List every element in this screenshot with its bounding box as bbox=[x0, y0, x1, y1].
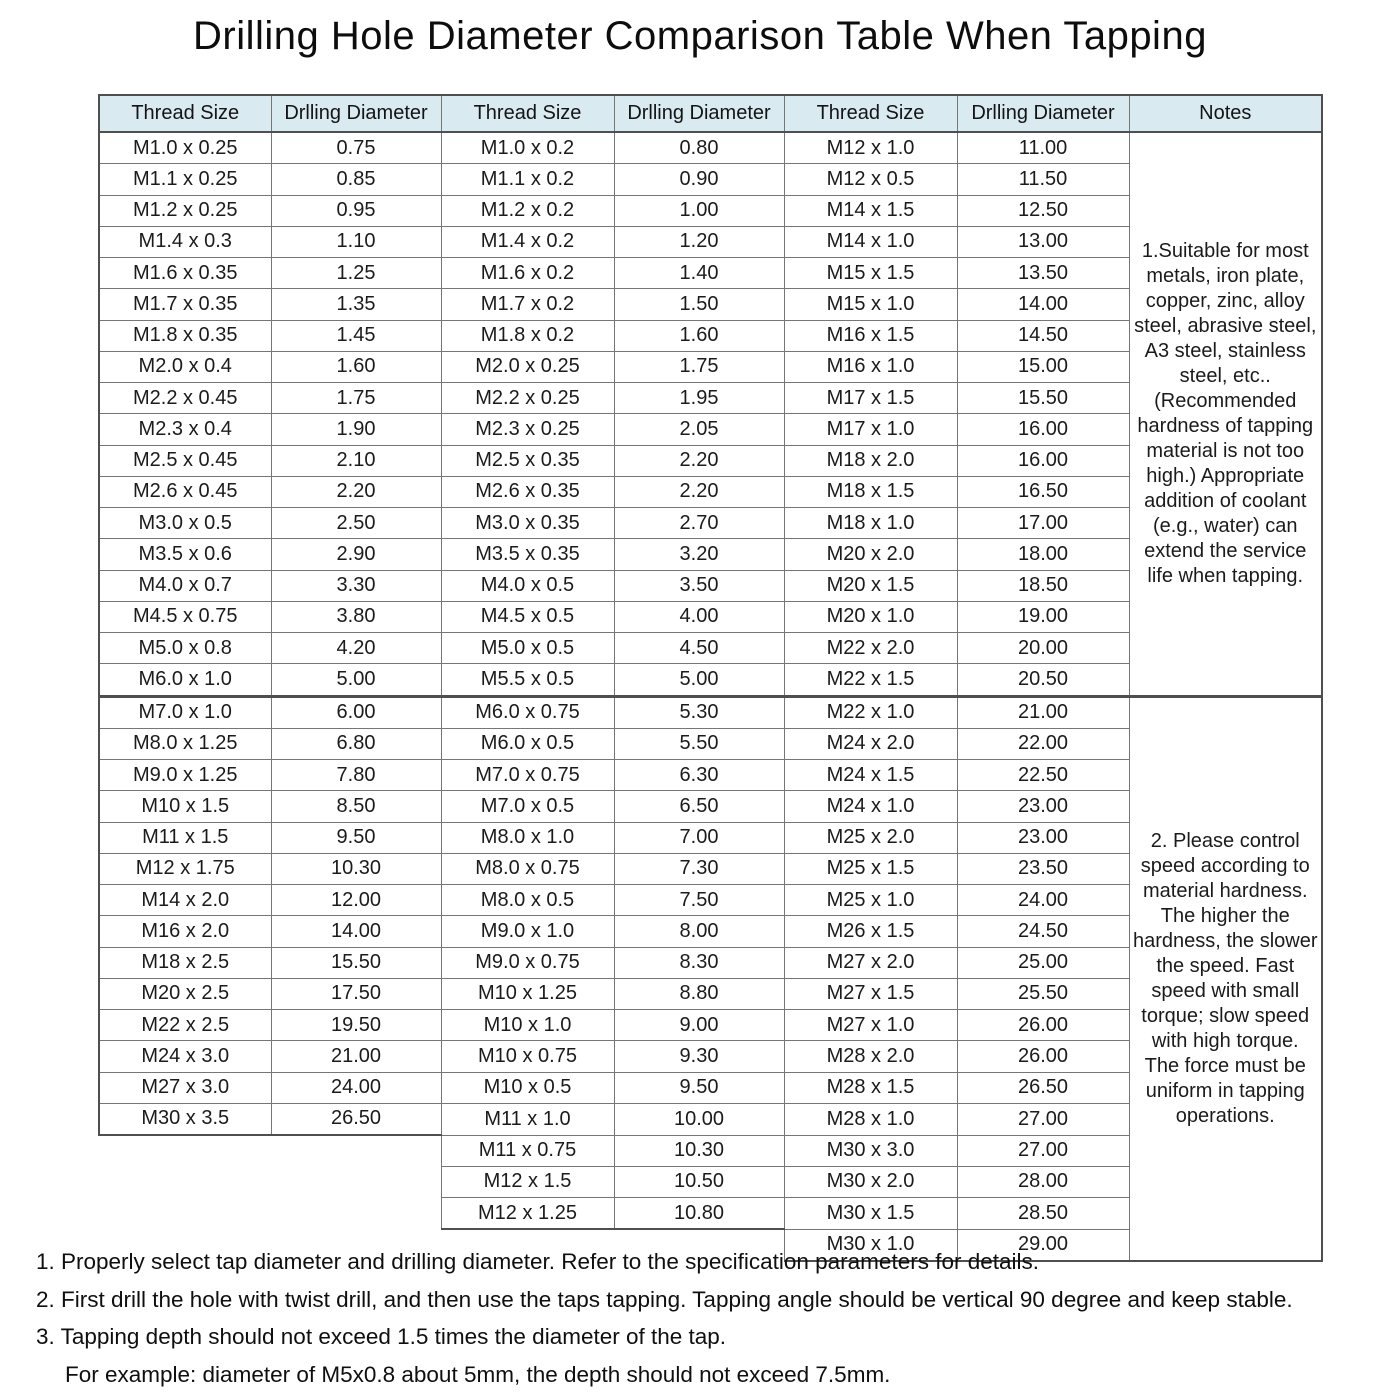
thread-size-cell: M5.5 x 0.5 bbox=[441, 664, 614, 696]
drill-diameter-cell: 10.30 bbox=[614, 1135, 784, 1166]
drill-diameter-cell: 23.00 bbox=[957, 791, 1129, 822]
header-notes: Notes bbox=[1129, 95, 1322, 132]
drill-diameter-cell: 3.30 bbox=[271, 570, 441, 601]
drill-diameter-cell: 6.30 bbox=[614, 760, 784, 791]
drill-diameter-cell: 1.40 bbox=[614, 258, 784, 289]
drill-diameter-cell: 17.50 bbox=[271, 978, 441, 1009]
thread-size-cell: M8.0 x 0.75 bbox=[441, 853, 614, 884]
drill-diameter-cell: 0.75 bbox=[271, 132, 441, 164]
header-thread-size-1: Thread Size bbox=[99, 95, 271, 132]
thread-size-cell: M1.2 x 0.25 bbox=[99, 195, 271, 226]
drill-diameter-cell: 1.20 bbox=[614, 226, 784, 257]
thread-size-cell: M1.0 x 0.2 bbox=[441, 132, 614, 164]
thread-size-cell: M9.0 x 0.75 bbox=[441, 947, 614, 978]
thread-size-cell: M10 x 1.25 bbox=[441, 978, 614, 1009]
thread-size-cell: M25 x 2.0 bbox=[784, 822, 957, 853]
drill-diameter-cell: 27.00 bbox=[957, 1103, 1129, 1135]
empty-region bbox=[99, 1198, 271, 1230]
drill-diameter-cell: 1.60 bbox=[614, 320, 784, 351]
thread-size-cell: M27 x 3.0 bbox=[99, 1072, 271, 1103]
thread-size-cell: M18 x 1.5 bbox=[784, 476, 957, 507]
page-title: Drilling Hole Diameter Comparison Table When Tapping bbox=[193, 14, 1207, 58]
drill-diameter-cell: 25.00 bbox=[957, 947, 1129, 978]
drill-diameter-cell: 9.50 bbox=[614, 1072, 784, 1103]
drill-diameter-cell: 22.00 bbox=[957, 728, 1129, 759]
drill-diameter-cell: 21.00 bbox=[957, 696, 1129, 728]
drill-diameter-cell: 28.50 bbox=[957, 1198, 1129, 1230]
header-thread-size-3: Thread Size bbox=[784, 95, 957, 132]
thread-size-cell: M12 x 1.0 bbox=[784, 132, 957, 164]
thread-size-cell: M6.0 x 0.75 bbox=[441, 696, 614, 728]
thread-size-cell: M18 x 2.0 bbox=[784, 445, 957, 476]
thread-size-cell: M1.4 x 0.2 bbox=[441, 226, 614, 257]
drill-diameter-cell: 8.80 bbox=[614, 978, 784, 1009]
drill-diameter-cell: 14.50 bbox=[957, 320, 1129, 351]
empty-region bbox=[271, 1166, 441, 1197]
drill-diameter-cell: 20.00 bbox=[957, 633, 1129, 664]
drill-diameter-cell: 3.50 bbox=[614, 570, 784, 601]
table-row bbox=[99, 696, 1322, 728]
drill-diameter-cell: 2.20 bbox=[614, 445, 784, 476]
drill-diameter-cell: 29.00 bbox=[957, 1229, 1129, 1261]
thread-size-cell: M8.0 x 1.0 bbox=[441, 822, 614, 853]
thread-size-cell: M9.0 x 1.25 bbox=[99, 760, 271, 791]
drill-diameter-cell: 1.75 bbox=[271, 383, 441, 414]
thread-size-cell: M6.0 x 1.0 bbox=[99, 664, 271, 696]
drill-diameter-cell: 7.80 bbox=[271, 760, 441, 791]
thread-size-cell: M4.5 x 0.5 bbox=[441, 601, 614, 632]
drill-diameter-cell: 1.50 bbox=[614, 289, 784, 320]
drill-diameter-cell: 26.50 bbox=[271, 1103, 441, 1135]
thread-size-cell: M1.6 x 0.2 bbox=[441, 258, 614, 289]
drill-diameter-cell: 0.85 bbox=[271, 164, 441, 195]
thread-size-cell: M22 x 2.5 bbox=[99, 1010, 271, 1041]
thread-size-cell: M30 x 1.5 bbox=[784, 1198, 957, 1230]
drill-diameter-cell: 20.50 bbox=[957, 664, 1129, 696]
drill-diameter-cell: 1.90 bbox=[271, 414, 441, 445]
drill-diameter-cell: 24.00 bbox=[271, 1072, 441, 1103]
drill-diameter-cell: 2.50 bbox=[271, 508, 441, 539]
thread-size-cell: M11 x 1.5 bbox=[99, 822, 271, 853]
thread-size-cell: M11 x 0.75 bbox=[441, 1135, 614, 1166]
thread-size-cell: M5.0 x 0.5 bbox=[441, 633, 614, 664]
thread-size-cell: M17 x 1.0 bbox=[784, 414, 957, 445]
thread-size-cell: M16 x 2.0 bbox=[99, 916, 271, 947]
notes-text-2: 2. Please control speed according to material hardness. The higher the hardness, the slower the speed. Fast speed with small torque; slow speed with high torque. The force must be uniform in tapping operations. bbox=[1129, 696, 1322, 1261]
drill-diameter-cell: 1.00 bbox=[614, 195, 784, 226]
drill-diameter-cell: 6.50 bbox=[614, 791, 784, 822]
footer-note-2: 2. First drill the hole with twist drill, and then use the taps tapping. Tapping angle should be vertical 90 degree and keep stable. bbox=[36, 1286, 1293, 1312]
drill-diameter-cell: 4.50 bbox=[614, 633, 784, 664]
drill-diameter-cell: 2.20 bbox=[271, 476, 441, 507]
thread-size-cell: M6.0 x 0.5 bbox=[441, 728, 614, 759]
thread-size-cell: M24 x 1.0 bbox=[784, 791, 957, 822]
drill-diameter-cell: 14.00 bbox=[271, 916, 441, 947]
drill-diameter-cell: 16.50 bbox=[957, 476, 1129, 507]
drill-diameter-cell: 1.60 bbox=[271, 351, 441, 382]
drill-diameter-cell: 15.00 bbox=[957, 351, 1129, 382]
drill-diameter-cell: 4.00 bbox=[614, 601, 784, 632]
drill-diameter-cell: 18.50 bbox=[957, 570, 1129, 601]
thread-size-cell: M16 x 1.5 bbox=[784, 320, 957, 351]
drill-diameter-cell: 18.00 bbox=[957, 539, 1129, 570]
thread-size-cell: M4.5 x 0.75 bbox=[99, 601, 271, 632]
thread-size-cell: M1.1 x 0.2 bbox=[441, 164, 614, 195]
drilling-table bbox=[98, 94, 1323, 1262]
drill-diameter-cell: 9.30 bbox=[614, 1041, 784, 1072]
drill-diameter-cell: 7.30 bbox=[614, 853, 784, 884]
thread-size-cell: M3.5 x 0.35 bbox=[441, 539, 614, 570]
thread-size-cell: M1.8 x 0.2 bbox=[441, 320, 614, 351]
drill-diameter-cell: 11.00 bbox=[957, 132, 1129, 164]
thread-size-cell: M2.2 x 0.45 bbox=[99, 383, 271, 414]
thread-size-cell: M24 x 2.0 bbox=[784, 728, 957, 759]
table-body bbox=[99, 132, 1322, 1261]
table-header-row bbox=[99, 95, 1322, 132]
drill-diameter-cell: 26.00 bbox=[957, 1041, 1129, 1072]
drill-diameter-cell: 5.50 bbox=[614, 728, 784, 759]
drill-diameter-cell: 15.50 bbox=[957, 383, 1129, 414]
thread-size-cell: M5.0 x 0.8 bbox=[99, 633, 271, 664]
thread-size-cell: M1.7 x 0.35 bbox=[99, 289, 271, 320]
drill-diameter-cell: 7.50 bbox=[614, 885, 784, 916]
drill-diameter-cell: 2.10 bbox=[271, 445, 441, 476]
thread-size-cell: M1.4 x 0.3 bbox=[99, 226, 271, 257]
drill-diameter-cell: 15.50 bbox=[271, 947, 441, 978]
empty-region bbox=[271, 1198, 441, 1230]
thread-size-cell: M10 x 0.75 bbox=[441, 1041, 614, 1072]
drill-diameter-cell: 7.00 bbox=[614, 822, 784, 853]
thread-size-cell: M24 x 1.5 bbox=[784, 760, 957, 791]
thread-size-cell: M28 x 1.0 bbox=[784, 1103, 957, 1135]
drill-diameter-cell: 4.20 bbox=[271, 633, 441, 664]
thread-size-cell: M22 x 1.5 bbox=[784, 664, 957, 696]
drill-diameter-cell: 6.80 bbox=[271, 728, 441, 759]
drill-diameter-cell: 10.00 bbox=[614, 1103, 784, 1135]
thread-size-cell: M10 x 1.0 bbox=[441, 1010, 614, 1041]
thread-size-cell: M20 x 1.0 bbox=[784, 601, 957, 632]
thread-size-cell: M2.6 x 0.35 bbox=[441, 476, 614, 507]
thread-size-cell: M30 x 1.0 bbox=[784, 1229, 957, 1261]
thread-size-cell: M3.0 x 0.5 bbox=[99, 508, 271, 539]
thread-size-cell: M11 x 1.0 bbox=[441, 1103, 614, 1135]
drill-diameter-cell: 1.35 bbox=[271, 289, 441, 320]
drill-diameter-cell: 12.50 bbox=[957, 195, 1129, 226]
drill-diameter-cell: 2.90 bbox=[271, 539, 441, 570]
thread-size-cell: M27 x 2.0 bbox=[784, 947, 957, 978]
drill-diameter-cell: 9.00 bbox=[614, 1010, 784, 1041]
thread-size-cell: M7.0 x 1.0 bbox=[99, 696, 271, 728]
thread-size-cell: M30 x 2.0 bbox=[784, 1166, 957, 1197]
thread-size-cell: M8.0 x 0.5 bbox=[441, 885, 614, 916]
drill-diameter-cell: 3.20 bbox=[614, 539, 784, 570]
drill-diameter-cell: 8.50 bbox=[271, 791, 441, 822]
drill-diameter-cell: 21.00 bbox=[271, 1041, 441, 1072]
drill-diameter-cell: 19.50 bbox=[271, 1010, 441, 1041]
drill-diameter-cell: 0.95 bbox=[271, 195, 441, 226]
empty-region bbox=[99, 1135, 271, 1166]
thread-size-cell: M1.7 x 0.2 bbox=[441, 289, 614, 320]
notes-text-1: 1.Suitable for most metals, iron plate, copper, zinc, alloy steel, abrasive steel, A3 steel, stainless steel, etc..(Recommended hardness of tapping material is not too high.) Appropriate addition of coolant (e.g., water) can extend the service life when tapping. bbox=[1129, 132, 1322, 696]
thread-size-cell: M7.0 x 0.75 bbox=[441, 760, 614, 791]
drill-diameter-cell: 13.50 bbox=[957, 258, 1129, 289]
drill-diameter-cell: 1.25 bbox=[271, 258, 441, 289]
thread-size-cell: M12 x 0.5 bbox=[784, 164, 957, 195]
thread-size-cell: M25 x 1.0 bbox=[784, 885, 957, 916]
thread-size-cell: M28 x 2.0 bbox=[784, 1041, 957, 1072]
drill-diameter-cell: 1.10 bbox=[271, 226, 441, 257]
drill-diameter-cell: 24.00 bbox=[957, 885, 1129, 916]
thread-size-cell: M20 x 2.5 bbox=[99, 978, 271, 1009]
drill-diameter-cell: 2.70 bbox=[614, 508, 784, 539]
drill-diameter-cell: 10.50 bbox=[614, 1166, 784, 1197]
thread-size-cell: M2.5 x 0.35 bbox=[441, 445, 614, 476]
drill-diameter-cell: 1.75 bbox=[614, 351, 784, 382]
thread-size-cell: M22 x 1.0 bbox=[784, 696, 957, 728]
thread-size-cell: M12 x 1.5 bbox=[441, 1166, 614, 1197]
header-thread-size-2: Thread Size bbox=[441, 95, 614, 132]
thread-size-cell: M27 x 1.5 bbox=[784, 978, 957, 1009]
drill-diameter-cell: 1.95 bbox=[614, 383, 784, 414]
thread-size-cell: M3.5 x 0.6 bbox=[99, 539, 271, 570]
footer-note-example: For example: diameter of M5x0.8 about 5mm, the depth should not exceed 7.5mm. bbox=[65, 1361, 891, 1387]
thread-size-cell: M2.2 x 0.25 bbox=[441, 383, 614, 414]
drill-diameter-cell: 3.80 bbox=[271, 601, 441, 632]
drill-diameter-cell: 26.50 bbox=[957, 1072, 1129, 1103]
thread-size-cell: M28 x 1.5 bbox=[784, 1072, 957, 1103]
drill-diameter-cell: 11.50 bbox=[957, 164, 1129, 195]
thread-size-cell: M9.0 x 1.0 bbox=[441, 916, 614, 947]
header-drilling-diameter-1: Drlling Diameter bbox=[271, 95, 441, 132]
drill-diameter-cell: 23.50 bbox=[957, 853, 1129, 884]
thread-size-cell: M12 x 1.25 bbox=[441, 1198, 614, 1230]
drill-diameter-cell: 27.00 bbox=[957, 1135, 1129, 1166]
thread-size-cell: M1.1 x 0.25 bbox=[99, 164, 271, 195]
thread-size-cell: M3.0 x 0.35 bbox=[441, 508, 614, 539]
drill-diameter-cell: 22.50 bbox=[957, 760, 1129, 791]
drill-diameter-cell: 26.00 bbox=[957, 1010, 1129, 1041]
drill-diameter-cell: 9.50 bbox=[271, 822, 441, 853]
thread-size-cell: M14 x 1.5 bbox=[784, 195, 957, 226]
drill-diameter-cell: 13.00 bbox=[957, 226, 1129, 257]
thread-size-cell: M25 x 1.5 bbox=[784, 853, 957, 884]
footer-notes bbox=[36, 1249, 1376, 1399]
thread-size-cell: M24 x 3.0 bbox=[99, 1041, 271, 1072]
thread-size-cell: M1.6 x 0.35 bbox=[99, 258, 271, 289]
drill-diameter-cell: 19.00 bbox=[957, 601, 1129, 632]
drill-diameter-cell: 2.20 bbox=[614, 476, 784, 507]
thread-size-cell: M12 x 1.75 bbox=[99, 853, 271, 884]
drill-diameter-cell: 8.30 bbox=[614, 947, 784, 978]
drill-diameter-cell: 8.00 bbox=[614, 916, 784, 947]
thread-size-cell: M26 x 1.5 bbox=[784, 916, 957, 947]
thread-size-cell: M1.2 x 0.2 bbox=[441, 195, 614, 226]
thread-size-cell: M1.8 x 0.35 bbox=[99, 320, 271, 351]
drill-diameter-cell: 0.90 bbox=[614, 164, 784, 195]
thread-size-cell: M2.0 x 0.25 bbox=[441, 351, 614, 382]
thread-size-cell: M18 x 1.0 bbox=[784, 508, 957, 539]
drill-diameter-cell: 12.00 bbox=[271, 885, 441, 916]
thread-size-cell: M30 x 3.0 bbox=[784, 1135, 957, 1166]
drill-diameter-cell: 5.00 bbox=[271, 664, 441, 696]
footer-note-3: 3. Tapping depth should not exceed 1.5 times the diameter of the tap. bbox=[36, 1324, 727, 1349]
thread-size-cell: M16 x 1.0 bbox=[784, 351, 957, 382]
drill-diameter-cell: 0.80 bbox=[614, 132, 784, 164]
drill-diameter-cell: 10.80 bbox=[614, 1198, 784, 1230]
thread-size-cell: M2.6 x 0.45 bbox=[99, 476, 271, 507]
drill-diameter-cell: 1.45 bbox=[271, 320, 441, 351]
thread-size-cell: M4.0 x 0.5 bbox=[441, 570, 614, 601]
drill-diameter-cell: 25.50 bbox=[957, 978, 1129, 1009]
thread-size-cell: M4.0 x 0.7 bbox=[99, 570, 271, 601]
thread-size-cell: M2.0 x 0.4 bbox=[99, 351, 271, 382]
thread-size-cell: M20 x 1.5 bbox=[784, 570, 957, 601]
drill-diameter-cell: 23.00 bbox=[957, 822, 1129, 853]
drill-diameter-cell: 24.50 bbox=[957, 916, 1129, 947]
empty-region bbox=[99, 1166, 271, 1197]
thread-size-cell: M27 x 1.0 bbox=[784, 1010, 957, 1041]
thread-size-cell: M2.3 x 0.25 bbox=[441, 414, 614, 445]
thread-size-cell: M2.5 x 0.45 bbox=[99, 445, 271, 476]
thread-size-cell: M10 x 1.5 bbox=[99, 791, 271, 822]
thread-size-cell: M20 x 2.0 bbox=[784, 539, 957, 570]
footer-note-1: 1. Properly select tap diameter and drilling diameter. Refer to the specification parameters for details. bbox=[36, 1249, 1039, 1274]
drill-diameter-cell: 2.05 bbox=[614, 414, 784, 445]
thread-size-cell: M17 x 1.5 bbox=[784, 383, 957, 414]
drill-diameter-cell: 17.00 bbox=[957, 508, 1129, 539]
header-drilling-diameter-3: Drlling Diameter bbox=[957, 95, 1129, 132]
thread-size-cell: M18 x 2.5 bbox=[99, 947, 271, 978]
drill-diameter-cell: 14.00 bbox=[957, 289, 1129, 320]
drill-diameter-cell: 6.00 bbox=[271, 696, 441, 728]
thread-size-cell: M10 x 0.5 bbox=[441, 1072, 614, 1103]
thread-size-cell: M14 x 1.0 bbox=[784, 226, 957, 257]
drill-diameter-cell: 28.00 bbox=[957, 1166, 1129, 1197]
drill-diameter-cell: 10.30 bbox=[271, 853, 441, 884]
table-row bbox=[99, 132, 1322, 164]
thread-size-cell: M14 x 2.0 bbox=[99, 885, 271, 916]
thread-size-cell: M1.0 x 0.25 bbox=[99, 132, 271, 164]
thread-size-cell: M15 x 1.5 bbox=[784, 258, 957, 289]
drill-diameter-cell: 5.00 bbox=[614, 664, 784, 696]
thread-size-cell: M7.0 x 0.5 bbox=[441, 791, 614, 822]
empty-region bbox=[271, 1135, 441, 1166]
thread-size-cell: M8.0 x 1.25 bbox=[99, 728, 271, 759]
header-drilling-diameter-2: Drlling Diameter bbox=[614, 95, 784, 132]
thread-size-cell: M15 x 1.0 bbox=[784, 289, 957, 320]
thread-size-cell: M30 x 3.5 bbox=[99, 1103, 271, 1135]
thread-size-cell: M22 x 2.0 bbox=[784, 633, 957, 664]
drill-diameter-cell: 16.00 bbox=[957, 414, 1129, 445]
drill-diameter-cell: 16.00 bbox=[957, 445, 1129, 476]
thread-size-cell: M2.3 x 0.4 bbox=[99, 414, 271, 445]
drill-diameter-cell: 5.30 bbox=[614, 696, 784, 728]
